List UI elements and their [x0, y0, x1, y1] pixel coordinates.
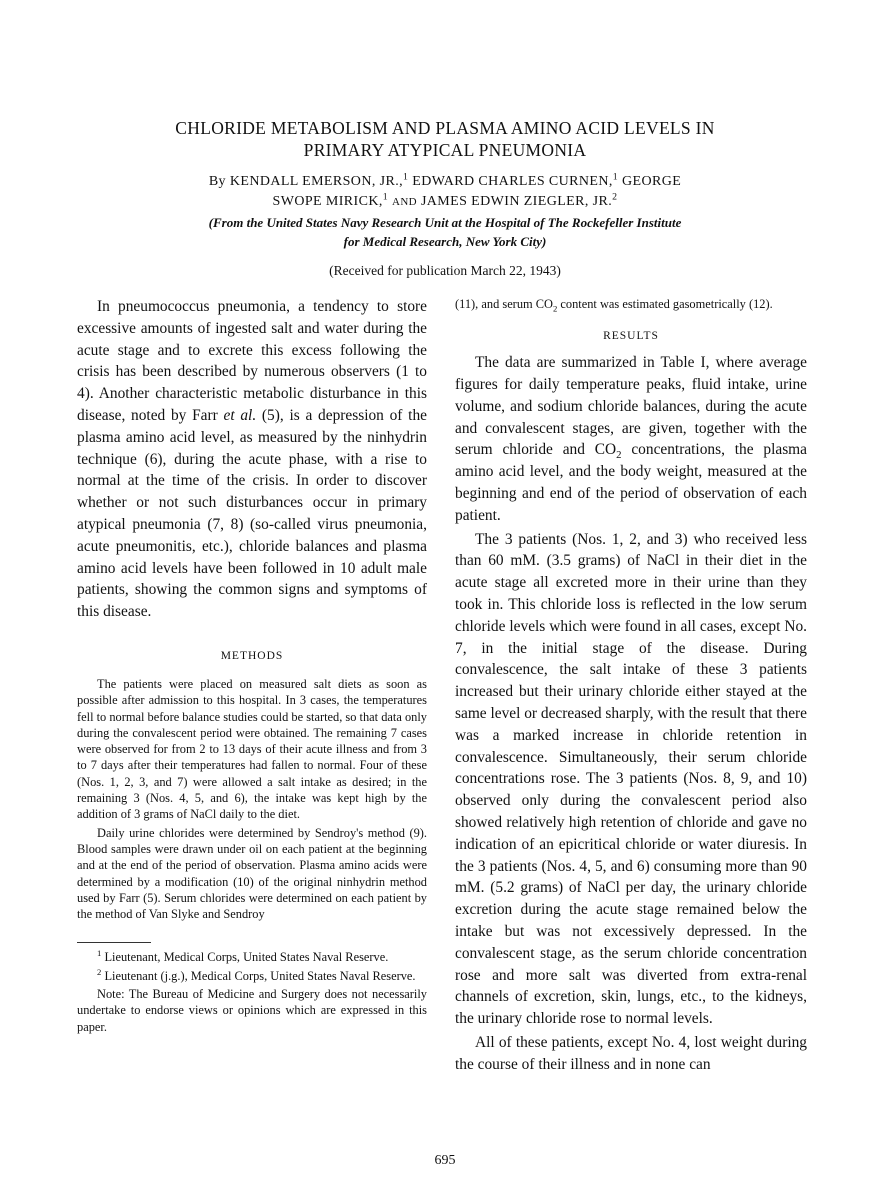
intro-text-a: In pneumococcus pneumonia, a tendency to store excessive amounts of ingested salt and water during the acute stage and to excrete this excess following the crisis has been described by numerous observers (1 to 4). Another characteristic metabolic disturbance in this disease, noted by Farr [77, 298, 427, 424]
footnote-2-text: Lieutenant (j.g.), Medical Corps, United States Naval Reserve. [104, 968, 416, 983]
author-emerson-mark: 1 [403, 171, 409, 183]
author-list [0, 172, 890, 212]
author-emerson: KENDALL EMERSON, JR., [229, 174, 404, 189]
results-p1-sub: 2 [616, 449, 622, 462]
by-label: By [208, 174, 226, 189]
methods-paragraph-2: Daily urine chlorides were determined by Sendroy's method (9). Blood samples were drawn under oil on each patient at the beginning and at the end of the period of observation. Plasma amino acids were determined by a modification (10) of the original ninhydrin method used by Farr (5). Serum chlorides were determined on each patient by the method of Van Slyke and Sendroy [77, 825, 427, 922]
methods-paragraph-1: The patients were placed on measured salt diets as soon as possible after admission to this hospital. In 3 cases, the temperatures fell to normal before balance studies could be started, so that data only during the convalescent period were obtained. The remaining 7 cases were observed for from 2 to 13 days of their acute illness and from 3 to 7 days after their temperatures had fallen to normal. Four of these (Nos. 1, 2, 3, and 7) were allowed a salt intake as desired; in the remaining 3 (Nos. 4, 5, and 6), the intake was kept high by the addition of 3 grams of NaCl daily to the diet. [77, 676, 427, 822]
editorial-note: Note: The Bureau of Medicine and Surgery does not necessarily undertake to endorse views or opinions which are expressed in this paper. [77, 987, 427, 1034]
left-column [77, 296, 427, 1035]
methods-continued [455, 296, 807, 312]
intro-et-al: et al. [223, 406, 257, 424]
received-date: (Received for publication March 22, 1943) [329, 263, 561, 278]
affiliation-line-1: (From the United States Navy Research Unit at the Hospital of The Rockefeller Institute [208, 215, 682, 230]
affiliation [0, 213, 890, 251]
intro-text-b: (5), is a depression of the plasma amino acid level, as measured by the ninhydrin technique (6), during the acute phase, with a rise to normal at the time of the crisis. In order to discover whether or not such disturbances occur in primary atypical pneumonia (7, 8) (so-called virus pneumonia, acute pneumonitis, etc.), chloride balances and plasma amino acid levels have been followed in 10 adult male patients, showing the common signs and symptoms of this disease. [77, 406, 427, 621]
author-line-2 [0, 192, 890, 212]
results-paragraph-1 [455, 352, 807, 526]
footnote-1-mark: 1 [97, 948, 102, 959]
right-column [455, 296, 807, 1076]
author-curnen: EDWARD CHARLES CURNEN, [412, 174, 613, 189]
footnote-2-mark: 2 [97, 966, 102, 977]
results-p1-b: concentrations, the plasma amino acid level, and the body weight, measured at the beginning and end of the period of observation of each patient. [455, 441, 807, 524]
footnote-1 [77, 949, 427, 965]
page-number: 695 [434, 1153, 456, 1168]
author-mirick-mark: 1 [382, 191, 389, 203]
results-heading: RESULTS [603, 330, 659, 343]
author-ziegler: JAMES EDWIN ZIEGLER, JR. [420, 194, 613, 209]
title-line-1: CHLORIDE METABOLISM AND PLASMA AMINO ACID LEVELS IN [175, 118, 715, 138]
and-label: AND [391, 196, 418, 208]
affiliation-line-2: for Medical Research, New York City) [343, 234, 547, 249]
author-line-1 [0, 172, 890, 192]
methods-continued-b: content was estimated gasometrically (12). [560, 297, 773, 311]
methods-continued-a: (11), and serum CO [455, 297, 553, 311]
footnote-rule [77, 942, 151, 943]
intro-paragraph [77, 296, 427, 623]
footnote-1-text: Lieutenant, Medical Corps, United States Naval Reserve. [104, 950, 389, 965]
results-paragraph-2: The 3 patients (Nos. 1, 2, and 3) who received less than 60 mM. (3.5 grams) of NaCl in their diet in the acute stage all excreted more in their urine than they took in. This chloride loss is reflected in the low serum chloride levels which were found in all cases, except No. 7, in the initial stage of the disease. During convalescence, the salt intake of these 3 patients increased but their urinary chloride either stayed at the same level or decreased sharply, with the result that there was a marked increase in chloride retention in convalescence. Simultaneously, their serum chloride concentrations rose. The 3 patients (Nos. 8, 9, and 10) observed only during the convalescent period also showed relatively high retention of chloride and gave no indication of an epicritical chloride or water diuresis. In the 3 patients (Nos. 4, 5, and 6) consuming more than 90 mM. (5.2 grams) of NaCl per day, the urinary chloride excretion during the acute stage remained below the intake but was not excessively depressed. In the convalescent stage, as the serum chloride concentration rose and more salt was diverted from extra-renal channels of excretion, skin, lungs, etc., to the kidneys, the urinary chloride rose to normal levels. [455, 530, 807, 1028]
title-line-2: PRIMARY ATYPICAL PNEUMONIA [303, 140, 587, 160]
author-ziegler-mark: 2 [612, 191, 618, 203]
methods-continued-sub: 2 [552, 303, 558, 314]
footnote-2 [77, 968, 427, 984]
author-mirick-first: GEORGE [622, 174, 682, 189]
methods-heading: METHODS [220, 649, 284, 662]
results-p1-a: The data are summarized in Table I, where average figures for daily temperature peaks, fluid intake, urine volume, and sodium chloride balances, during the acute and convalescent stages, are given, together with the serum chloride and CO [455, 354, 807, 459]
author-curnen-mark: 1 [612, 171, 619, 183]
results-paragraph-3: All of these patients, except No. 4, lost weight during the course of their illness and in none can [455, 1034, 807, 1073]
article-title [0, 117, 890, 161]
author-mirick-last: SWOPE MIRICK, [272, 194, 383, 209]
